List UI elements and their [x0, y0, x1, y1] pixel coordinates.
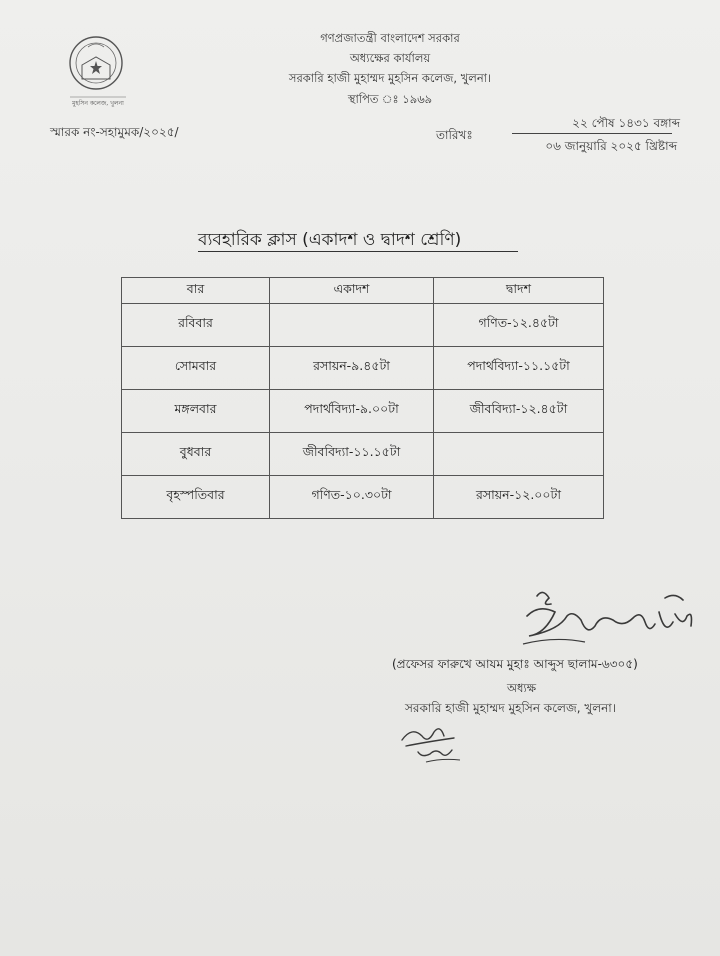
- twelve-cell: [434, 433, 604, 476]
- date-label: তারিখঃ: [436, 128, 473, 142]
- date-gregorian: ০৬ জানুয়ারি ২০২৫ খ্রিষ্টাব্দ: [545, 139, 677, 153]
- college-seal-logo: [66, 35, 130, 107]
- table-row: [122, 433, 604, 476]
- handwritten-signature: [515, 586, 705, 656]
- table-row: [122, 476, 604, 519]
- day-cell: রবিবার: [122, 304, 270, 347]
- eleven-cell: রসায়ন-৯.৪৫টা: [270, 347, 434, 390]
- seal-caption: মুহসিন কলেজ, খুলনা: [72, 100, 124, 107]
- principal-college: সরকারি হাজী মুহাম্মদ মুহসিন কলেজ, খুলনা।: [405, 701, 617, 715]
- day-cell: মঙ্গলবার: [122, 390, 270, 433]
- twelve-cell: পদার্থবিদ্যা-১১.১৫টা: [434, 347, 604, 390]
- day-cell: সোমবার: [122, 347, 270, 390]
- header-government: গণপ্রজাতন্ত্রী বাংলাদেশ সরকার: [320, 31, 460, 45]
- day-cell: বুধবার: [122, 433, 270, 476]
- column-header-day: বার: [122, 278, 270, 304]
- date-divider: [512, 133, 672, 134]
- twelve-cell: জীববিদ্যা-১২.৪৫টা: [434, 390, 604, 433]
- eleven-cell: জীববিদ্যা-১১.১৫টা: [270, 433, 434, 476]
- practical-class-table: [121, 277, 604, 519]
- memo-number: স্মারক নং-সহামুমক/২০২৫/: [50, 125, 179, 139]
- header-office: অধ্যক্ষের কার্যালয়: [349, 51, 431, 65]
- title-underline: [198, 251, 518, 252]
- eleven-cell: গণিত-১০.৩০টা: [270, 476, 434, 519]
- header-college: সরকারি হাজী মুহাম্মদ মুহসিন কলেজ, খুলনা।: [288, 71, 492, 85]
- table-header-row: [122, 278, 604, 304]
- principal-name: (প্রফেসর ফারুখে আযম মুহাঃ আব্দুস ছালাম-৬৩০৫): [392, 657, 638, 671]
- date-bangla: ২২ পৌষ ১৪৩১ বঙ্গাব্দ: [572, 116, 680, 130]
- notice-title: ব্যবহারিক ক্লাস (একাদশ ও দ্বাদশ শ্রেণি): [198, 230, 462, 250]
- column-header-eleven: একাদশ: [270, 278, 434, 304]
- table-row: [122, 390, 604, 433]
- eleven-cell: পদার্থবিদ্যা-৯.০০টা: [270, 390, 434, 433]
- initial-signature: [398, 718, 488, 766]
- table-row: [122, 347, 604, 390]
- table-row: [122, 304, 604, 347]
- principal-role: অধ্যক্ষ: [507, 681, 537, 695]
- header-established: স্থাপিত ঃ ১৯৬৯: [347, 92, 433, 106]
- column-header-twelve: দ্বাদশ: [434, 278, 604, 304]
- eleven-cell: [270, 304, 434, 347]
- day-cell: বৃহস্পতিবার: [122, 476, 270, 519]
- twelve-cell: রসায়ন-১২.০০টা: [434, 476, 604, 519]
- twelve-cell: গণিত-১২.৪৫টা: [434, 304, 604, 347]
